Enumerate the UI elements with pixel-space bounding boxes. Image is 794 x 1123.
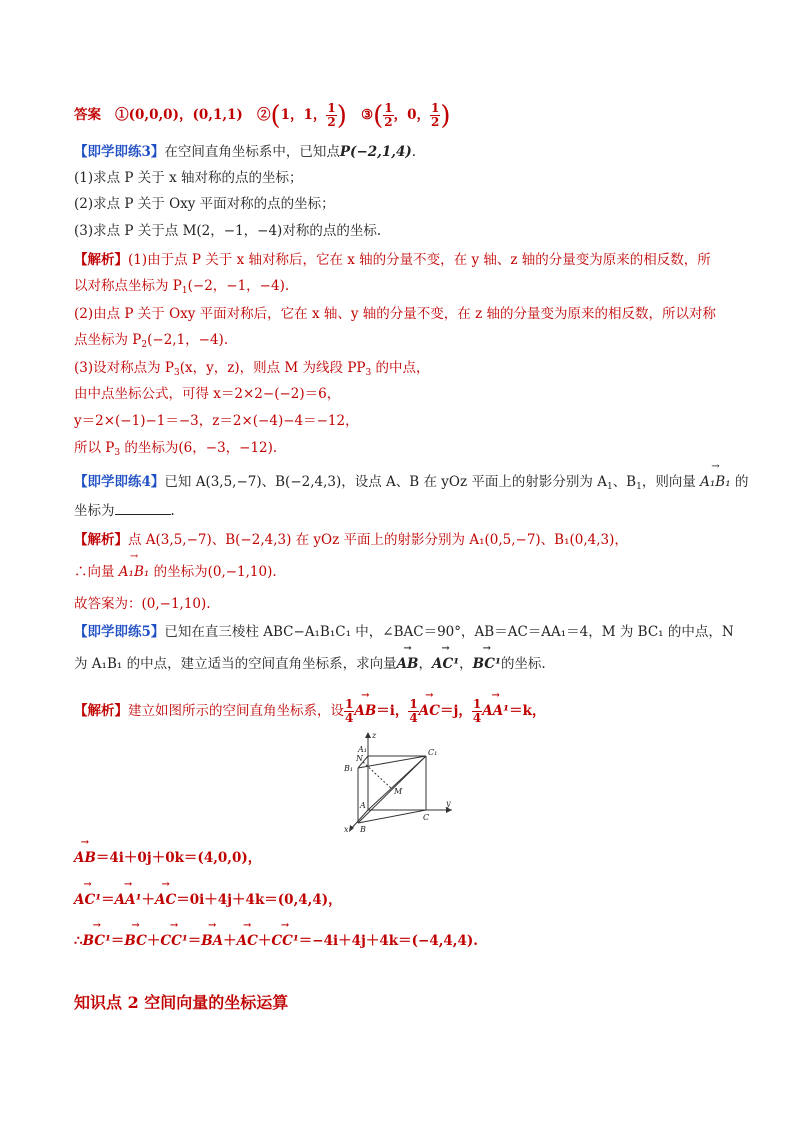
exercise-4-solution-3: 故答案为：(0,−1,10). [74,596,211,612]
vector-a1b1: → A₁B₁ [700,472,731,492]
exercise-3-solution-3d: 所以 $P_3$ 的坐标为(6，−3，−12). [74,440,278,458]
exercise-5-solution-intro: 【解析】建立如图所示的空间直角坐标系，设 $\frac{1}{4}$ → AB＝i， $\frac{1}{4}$ → AC＝j， $\frac{1}{4}$ → AA¹＝k， [74,698,545,725]
label-a: A [360,801,366,810]
label-c1: C₁ [428,748,438,757]
answer-line: 答案 ①(0,0,0)，(0,1,1) ②(1，1， $\frac{1}{2}$ ) ③( $\frac{1}{2}$ ，0， $\frac{1}{2}$ ) [74,101,451,131]
exercise-3-q1: (1)求点 P 关于 x 轴对称的点的坐标； [74,170,303,186]
label-y: y [446,799,451,808]
result-ab: → AB＝4i＋0j＋0k＝(4,0,0)， [74,848,261,868]
exercise-5-line-2: 为 A₁B₁ 的中点，建立适当的空间直角坐标系，求向量→ AB，→ AC¹，→ BC¹的坐标. [74,654,546,674]
exercise-3-solution-2a: (2)由点 P 关于 Oxy 平面对称后，它在 x 轴、y 轴的分量不变，在 z 轴的分量变为原来的相反数，所以对称 [74,306,716,322]
solution-tag: 【解析】 [74,532,128,548]
prism-figure [330,728,460,836]
label-n: N [356,754,363,763]
fraction-half: $\frac{1}{2}$ [327,101,336,129]
label-b: B [360,825,366,834]
diagonal-ac1 [368,756,426,810]
label-x: x [344,825,349,834]
exercise-4-solution-2: ∴向量 → A₁B₁ 的坐标为(0,−1,10). [74,562,277,582]
exercise-3-q3: (3)求点 P 关于点 M(2，−1，−4)对称的点的坐标. [74,223,382,239]
exercise-4-tag: 【即学即练4】 [74,474,165,490]
answer-blank [115,500,171,515]
answer-part-3: ③ [361,107,374,123]
exercise-3-stem: 【即学即练3】在空间直角坐标系中，已知点P(−2,1,4). [74,144,417,160]
result-bc1: ∴→ BC¹＝→ BC＋→ CC¹＝→ BA＋→ AC＋→ CC¹＝−4i＋4j＋4k＝(−4,4,4). [74,931,478,951]
exercise-3-solution-3c: y＝2×(−1)−1＝−3，z＝2×(−4)−4＝−12， [74,413,359,429]
fraction-quarter: $\frac{1}{4}$ [345,697,354,725]
result-ac1: → AC¹＝→ AA¹＋→ AC＝0i＋4j＋4k＝(0,4,4)， [74,890,342,910]
exercise-5-tag: 【即学即练5】 [74,624,165,640]
exercise-3-solution-3a: (3)设对称点为 $P_3(x$，y，z)，则点 M 为线段 $PP_3$ 的中点， [74,360,430,378]
fraction-half: $\frac{1}{2}$ [384,101,393,129]
exercise-3-q2: (2)求点 P 关于 Oxy 平面对称的点的坐标； [74,196,335,212]
vector-a1b1: → A₁B₁ [119,562,150,582]
label-a1: A₁ [358,745,367,754]
exercise-3-solution-2b: 点坐标为 $P_2(-2,1$，−4). [74,332,229,350]
label-m: M [394,787,403,796]
exercise-4-stem: 【即学即练4】已知 A(3,5,−7)、B(−2,4,3)，设点 A、B 在 yOz 平面上的射影分别为 $A_1$、$B_1$，则向量 → A₁B₁ 的 [74,472,748,497]
solution-tag: 【解析】 [74,703,128,719]
exercise-3-solution-1b: 以对称点坐标为 $P_1(-2$，−1，−4). [74,278,290,296]
answer-part-2-values: 1，1， [280,107,327,123]
exercise-3-solution-3b: 由中点坐标公式，可得 x＝2×2−(−2)＝6， [74,386,341,402]
exercise-5-line-1: 【即学即练5】已知在直三棱柱 ABC−A₁B₁C₁ 中，∠BAC＝90°，AB＝AC＝AA₁＝4，M 为 BC₁ 的中点，N [74,624,734,640]
section-heading: 知识点 2 空间向量的坐标运算 [74,993,289,1012]
exercise-3-tag: 【即学即练3】 [74,144,165,160]
label-z: z [372,731,377,740]
answer-label: 答案 [74,107,101,123]
label-c: C [423,813,430,822]
solution-tag: 【解析】 [74,252,128,268]
edge-bc [358,810,426,823]
fraction-quarter: $\frac{1}{4}$ [472,697,482,725]
label-b1: B₁ [344,764,354,773]
segment-nm [363,762,392,789]
fraction-half: $\frac{1}{2}$ [431,101,440,129]
answer-part-2: ② [256,107,271,123]
exercise-4-solution-1: 【解析】点 A(3,5,−7)、B(−2,4,3) 在 yOz 平面上的射影分别为 A₁(0,5,−7)、B₁(0,4,3)， [74,532,628,548]
fraction-quarter: $\frac{1}{4}$ [409,697,418,725]
answer-part-1: ①(0,0,0)，(0,1,1) [115,107,243,123]
exercise-4-line-2: 坐标为 . [74,500,175,521]
exercise-3-solution-1a: 【解析】(1)由于点 P 关于 x 轴对称后，它在 x 轴的分量不变，在 y 轴、z 轴的分量变为原来的相反数，所 [74,252,711,268]
